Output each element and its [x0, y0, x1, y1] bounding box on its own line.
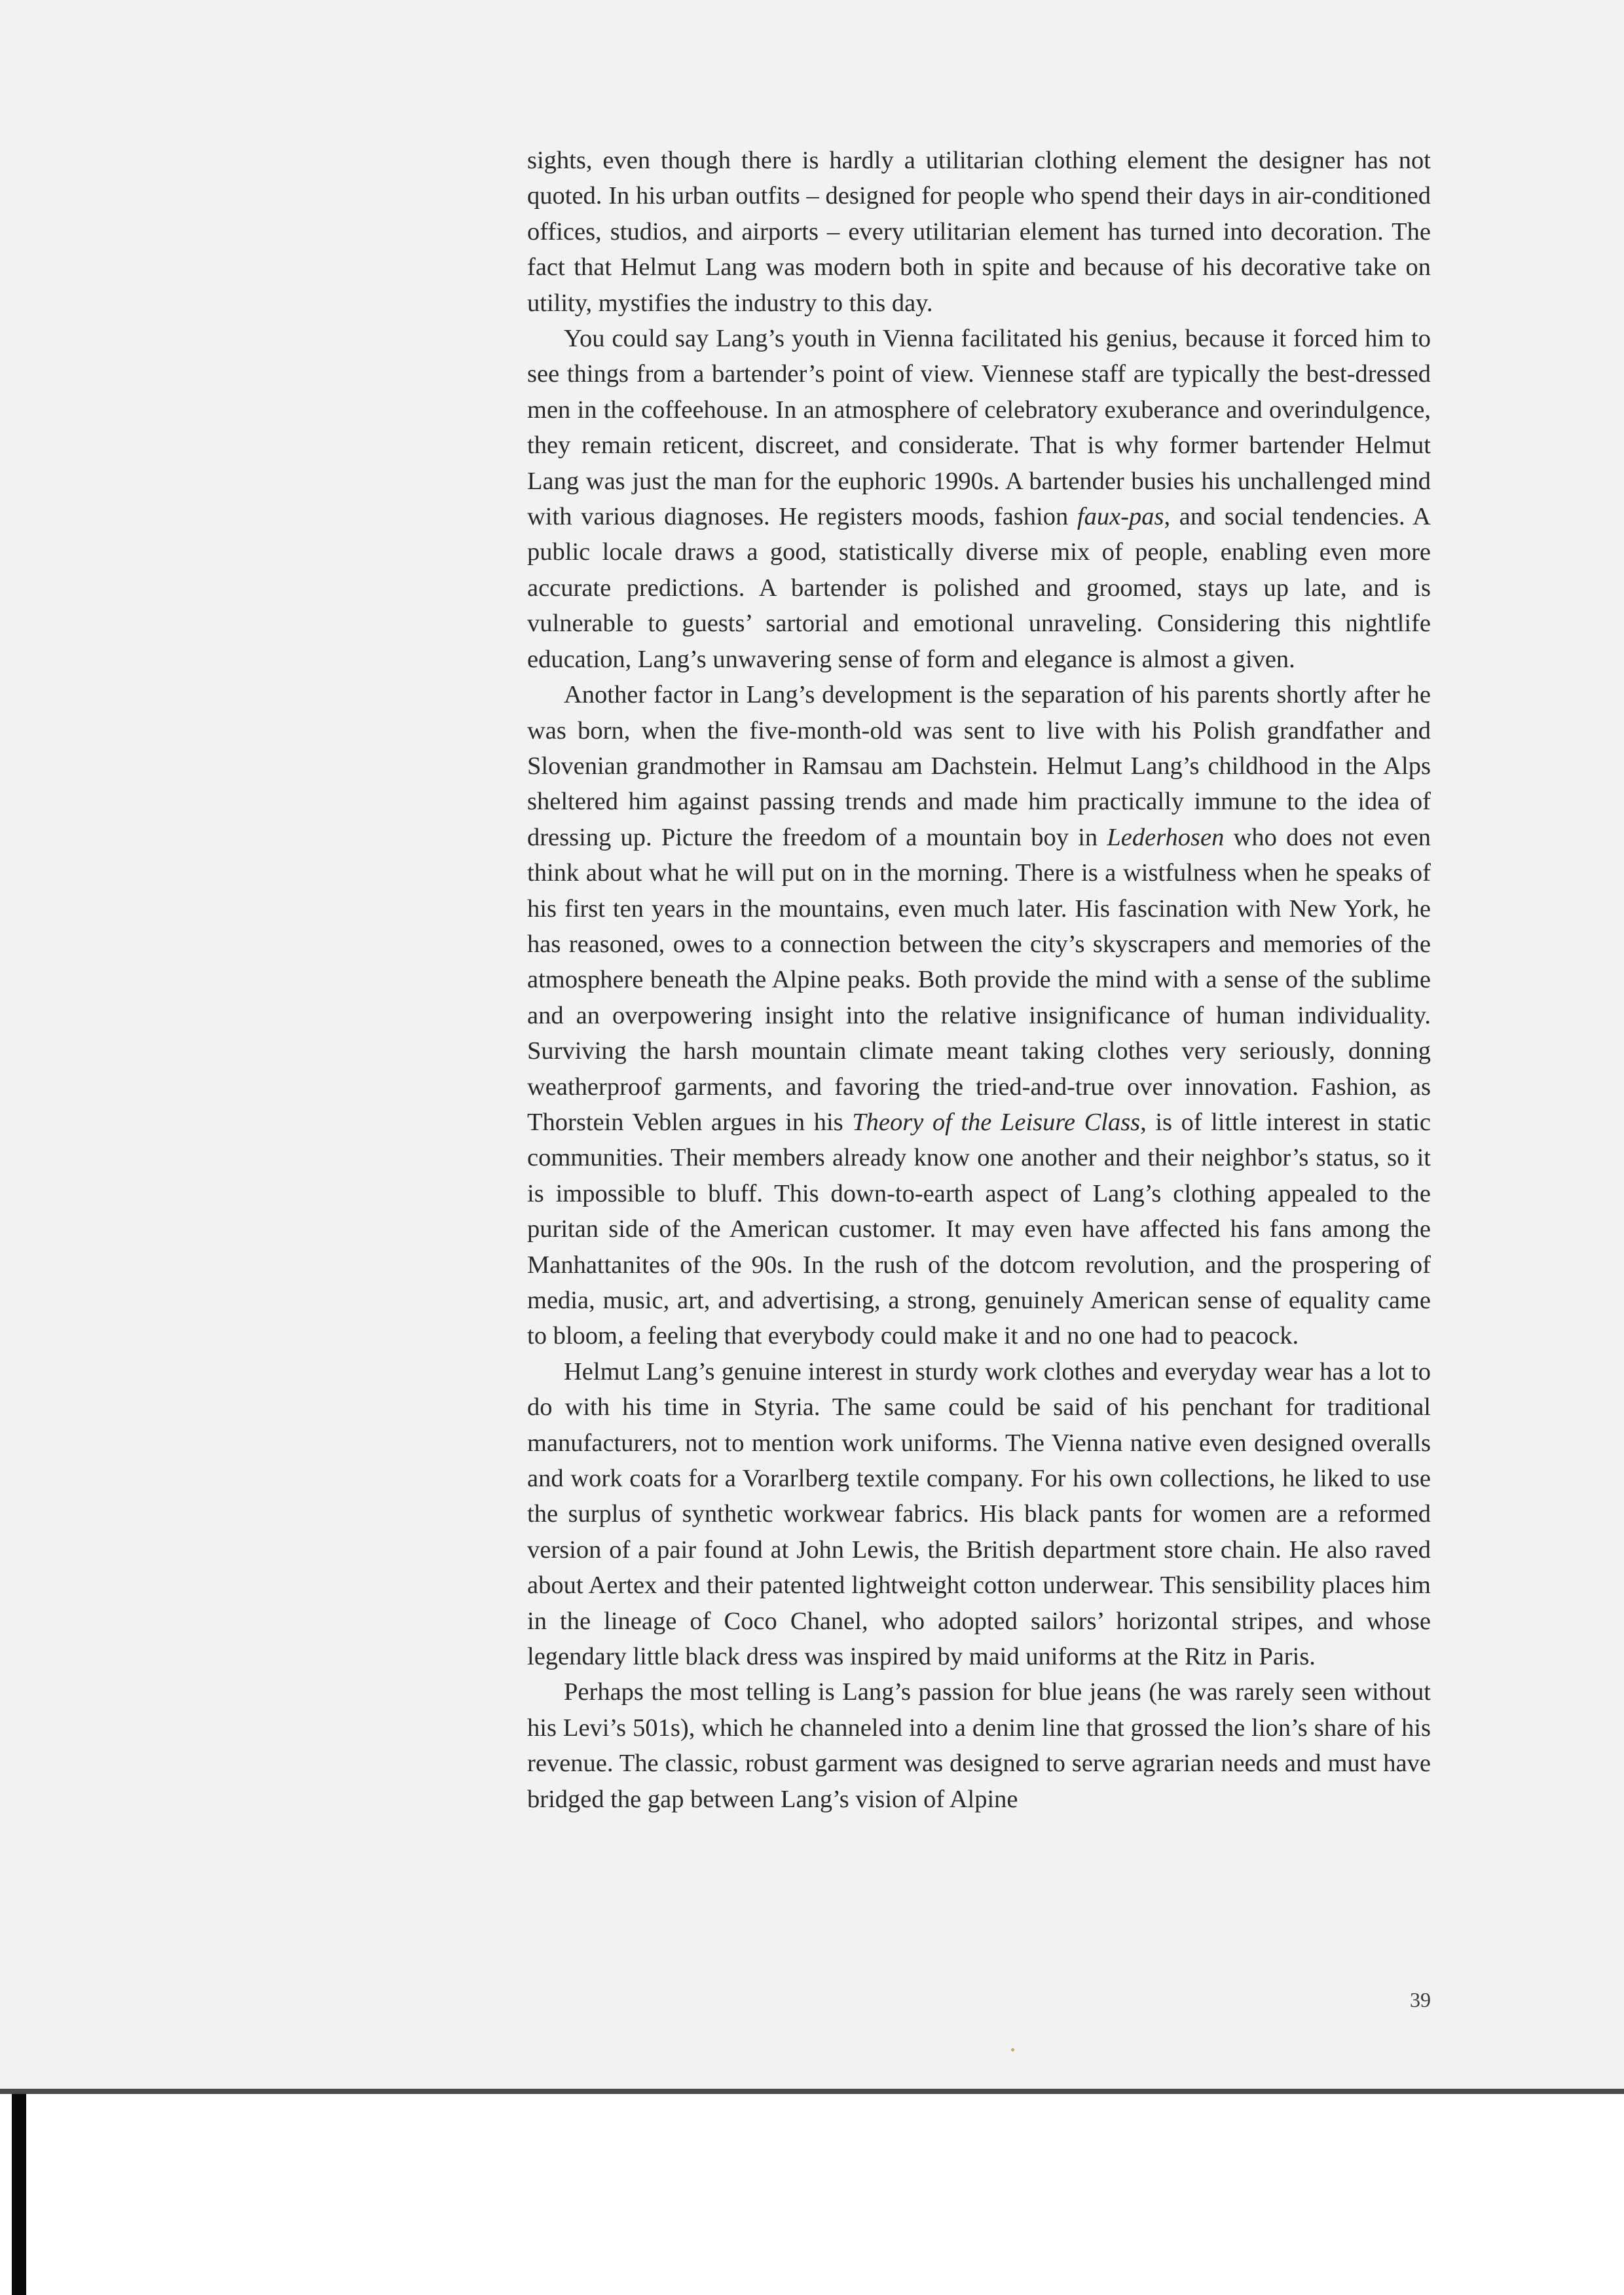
text-run: Perhaps the most telling is Lang’s passion for blue jeans (he was rarely seen without his Levi’s 501s), which he channeled into a denim line that grossed the lion’s share of his revenue. The classic, robust garment was designed to serve agrarian needs and must have bridged the gap between Lang’s vision of Alpine [527, 1678, 1431, 1813]
text-run: You could say Lang’s youth in Vienna facilitated his genius, because it forced him to see things from a bartender’s point of view. Viennese staff are typically the best-dressed men in the coffeehouse. In an atmosphere of celebratory exuberance and overindulgence, they remain reticent, discreet, and considerate. That is why former bartender Helmut Lang was just the man for the euphoric 1990s. A bartender busies his unchallenged mind with various diagnoses. He registers moods, fashion [527, 325, 1431, 531]
page-number: 39 [1410, 1988, 1431, 2011]
page-bottom-edge [0, 2089, 1624, 2094]
text-run: who does not even think about what he will put on in the morning. There is a wistfulness when he speaks of his first ten years in the mountains, even much later. His fascination with New York, he has reasoned, owes to a connection between the city’s skyscrapers and memories of the atmosphere beneath the Alpine peaks. Both provide the mind with a sense of the sublime and an overpowering insight into the relative insignificance of human individuality. Surviving the harsh mountain climate meant taking clothes very seriously, donning weatherproof garments, and favoring the tried-and-true over innovation. Fashion, as Thorstein Veblen argues in his [527, 823, 1431, 1136]
body-paragraph [527, 677, 1431, 1354]
body-text [527, 143, 1431, 1817]
italic-term: Theory of the Leisure Class [852, 1108, 1141, 1136]
scanner-binding-shadow [12, 2094, 26, 2295]
text-run: Helmut Lang’s genuine interest in sturdy work clothes and everyday wear has a lot to do with his time in Styria. The same could be said of his penchant for traditional manufacturers, not to mention work uniforms. The Vienna native even designed overalls and work coats for a Vorarlberg textile company. For his own collections, he liked to use the surplus of synthetic workwear fabrics. His black pants for women are a reformed version of a pair found at John Lewis, the British department store chain. He also raved about Aertex and their patented lightweight cotton underwear. This sensibility places him in the lineage of Coco Chanel, who adopted sailors’ horizontal stripes, and whose legendary little black dress was inspired by maid uniforms at the Ritz in Paris. [527, 1357, 1431, 1671]
body-paragraph [527, 321, 1431, 677]
text-run: , is of little interest in static communities. Their members already know one another and their neighbor’s status, so it is impossible to bluff. This down-to-earth aspect of Lang’s clothing appealed to the puritan side of the American customer. It may even have affected his fans among the Manhattanites of the 90s. In the rush of the dotcom revolution, and the prospering of media, music, art, and advertising, a strong, genuinely American sense of equality came to bloom, a feeling that everybody could make it and no one had to peacock. [527, 1108, 1431, 1350]
body-paragraph [527, 143, 1431, 321]
body-paragraph [527, 1674, 1431, 1817]
italic-term: Lederhosen [1107, 823, 1225, 851]
text-run: sights, even though there is hardly a utilitarian clothing element the designer has not quoted. In his urban outfits – designed for people who spend their days in air-conditioned offices, studios, and airports – every utilitarian element has turned into decoration. The fact that Helmut Lang was modern both in spite and because of his decorative take on utility, mystifies the industry to this day. [527, 147, 1431, 317]
body-paragraph [527, 1354, 1431, 1675]
italic-term: faux-pas [1077, 503, 1164, 531]
paper-speck [1011, 2048, 1014, 2051]
text-run: , and social tendencies. A public locale draws a good, statistically diverse mix of people, enabling even more accurate predictions. A bartender is polished and groomed, stays up late, and is vulnerable to guests’ sartorial and emotional unraveling. Considering this nightlife education, Lang’s unwavering sense of form and elegance is almost a given. [527, 503, 1431, 673]
text-run: Another factor in Lang’s development is the separation of his parents shortly after he was born, when the five-month-old was sent to live with his Polish grandfather and Slovenian grandmother in Ramsau am Dachstein. Helmut Lang’s childhood in the Alps sheltered him against passing trends and made him practically immune to the idea of dressing up. Picture the freedom of a mountain boy in [527, 681, 1431, 851]
